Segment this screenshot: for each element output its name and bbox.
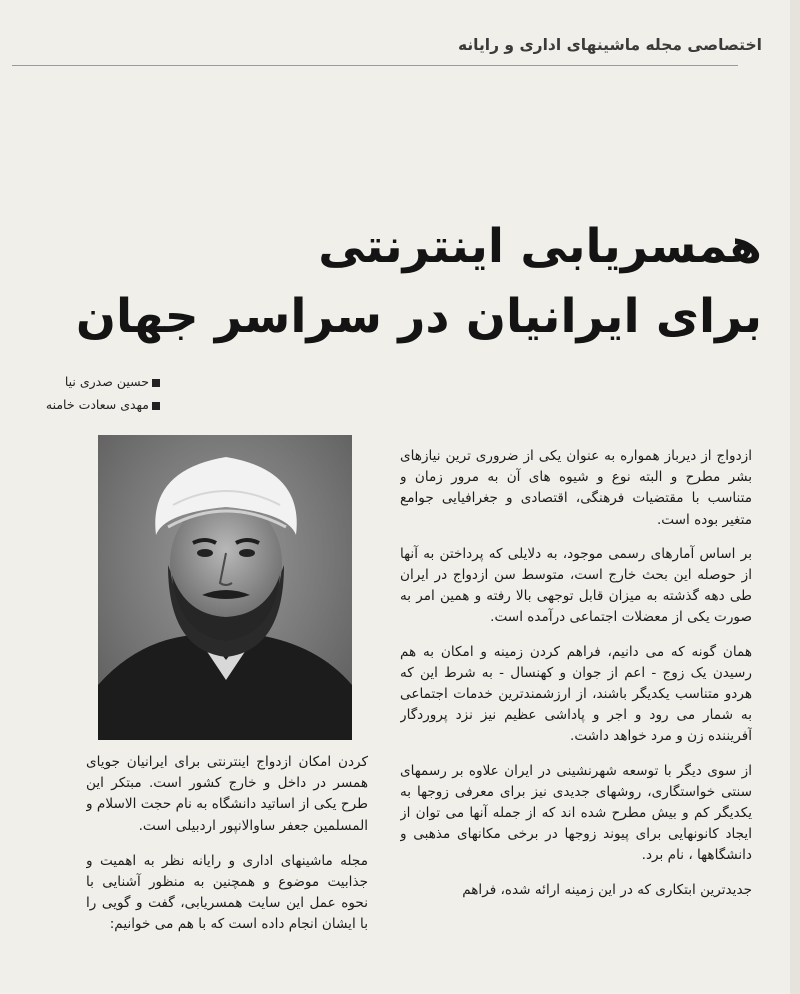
author-list	[46, 370, 160, 416]
title-line-1: همسریابی اینترنتی	[318, 219, 762, 274]
paragraph: از سوی دیگر با توسعه شهرنشینی در ایران علاوه بر رسمهای سنتی خواستگاری، روشهای جدیدی نیز برای معرفی زوجها به یکدیگر کم و بیش مطرح شده اند که از جمله آنها می توان از ایجاد کانونهایی برای پیوند زوجها در برخی مکانهای مذهبی و دانشگاهها ، نام برد.	[400, 762, 752, 864]
title-line-2: برای ایرانیان در سراسر جهان	[75, 289, 762, 344]
bullet-square-icon	[152, 402, 160, 410]
portrait-photo	[98, 435, 352, 740]
magazine-header: اختصاصی مجله ماشینهای اداری و رایانه	[457, 36, 762, 54]
article-column-left	[86, 752, 368, 974]
portrait-illustration	[98, 435, 352, 740]
paragraph: کردن امکان ازدواج اینترنتی برای ایرانیان جویای همسر در داخل و خارج کشور است. مبتکر این طرح یکی از اساتید دانشگاه به نام حجت الاسلام و المسلمین جعفر ساوالانپور اردبیلی است.	[86, 754, 368, 834]
page-edge	[790, 0, 800, 994]
article-title	[2, 212, 762, 352]
paragraph: ازدواج از دیرباز همواره به عنوان یکی از ضروری ترین نیازهای بشر مطرح و البته نوع و شیوه های آن به مرور زمان و متناسب با مقتضیات فرهنگی، اقتصادی و جغرافیایی جوامع متغیر بوده است.	[400, 448, 752, 528]
paragraph: جدیدترین ابتکاری که در این زمینه ارائه شده، فراهم	[462, 881, 752, 898]
paragraph: همان گونه که می دانیم، فراهم کردن زمینه و امکان به هم رسیدن یک زوج - اعم از جوان و کهنسال - به شرط این که هردو متناسب یکدیگر باشند، از ارزشمندترین خدمات اجتماعی به شمار می رود و اجر و پاداشی عظیم نیز نزد پروردگار آفریننده زن و مرد خواهد داشت.	[400, 643, 752, 745]
header-rule	[12, 65, 738, 66]
author-item: حسین صدری نیا	[46, 370, 160, 393]
paragraph: بر اساس آمارهای رسمی موجود، به دلایلی که پرداختن به آنها از حوصله این بحث خارج است، متوسط سن ازدواج در ایران طی دهه گذشته به میزان قابل توجهی بالا رفته و همین امر به صورت یکی از معضلات اجتماعی درآمده است.	[400, 545, 752, 626]
paragraph: مجله ماشینهای اداری و رایانه نظر به اهمیت و جذابیت موضوع و همچنین به منظور آشنایی با نحوه عمل این سایت همسریابی، گفت و گویی را با ایشان انجام داده است که با هم می خوانیم:	[86, 852, 368, 933]
bullet-square-icon	[152, 379, 160, 387]
author-item: مهدی سعادت خامنه	[46, 393, 160, 416]
article-column-right	[400, 446, 752, 974]
